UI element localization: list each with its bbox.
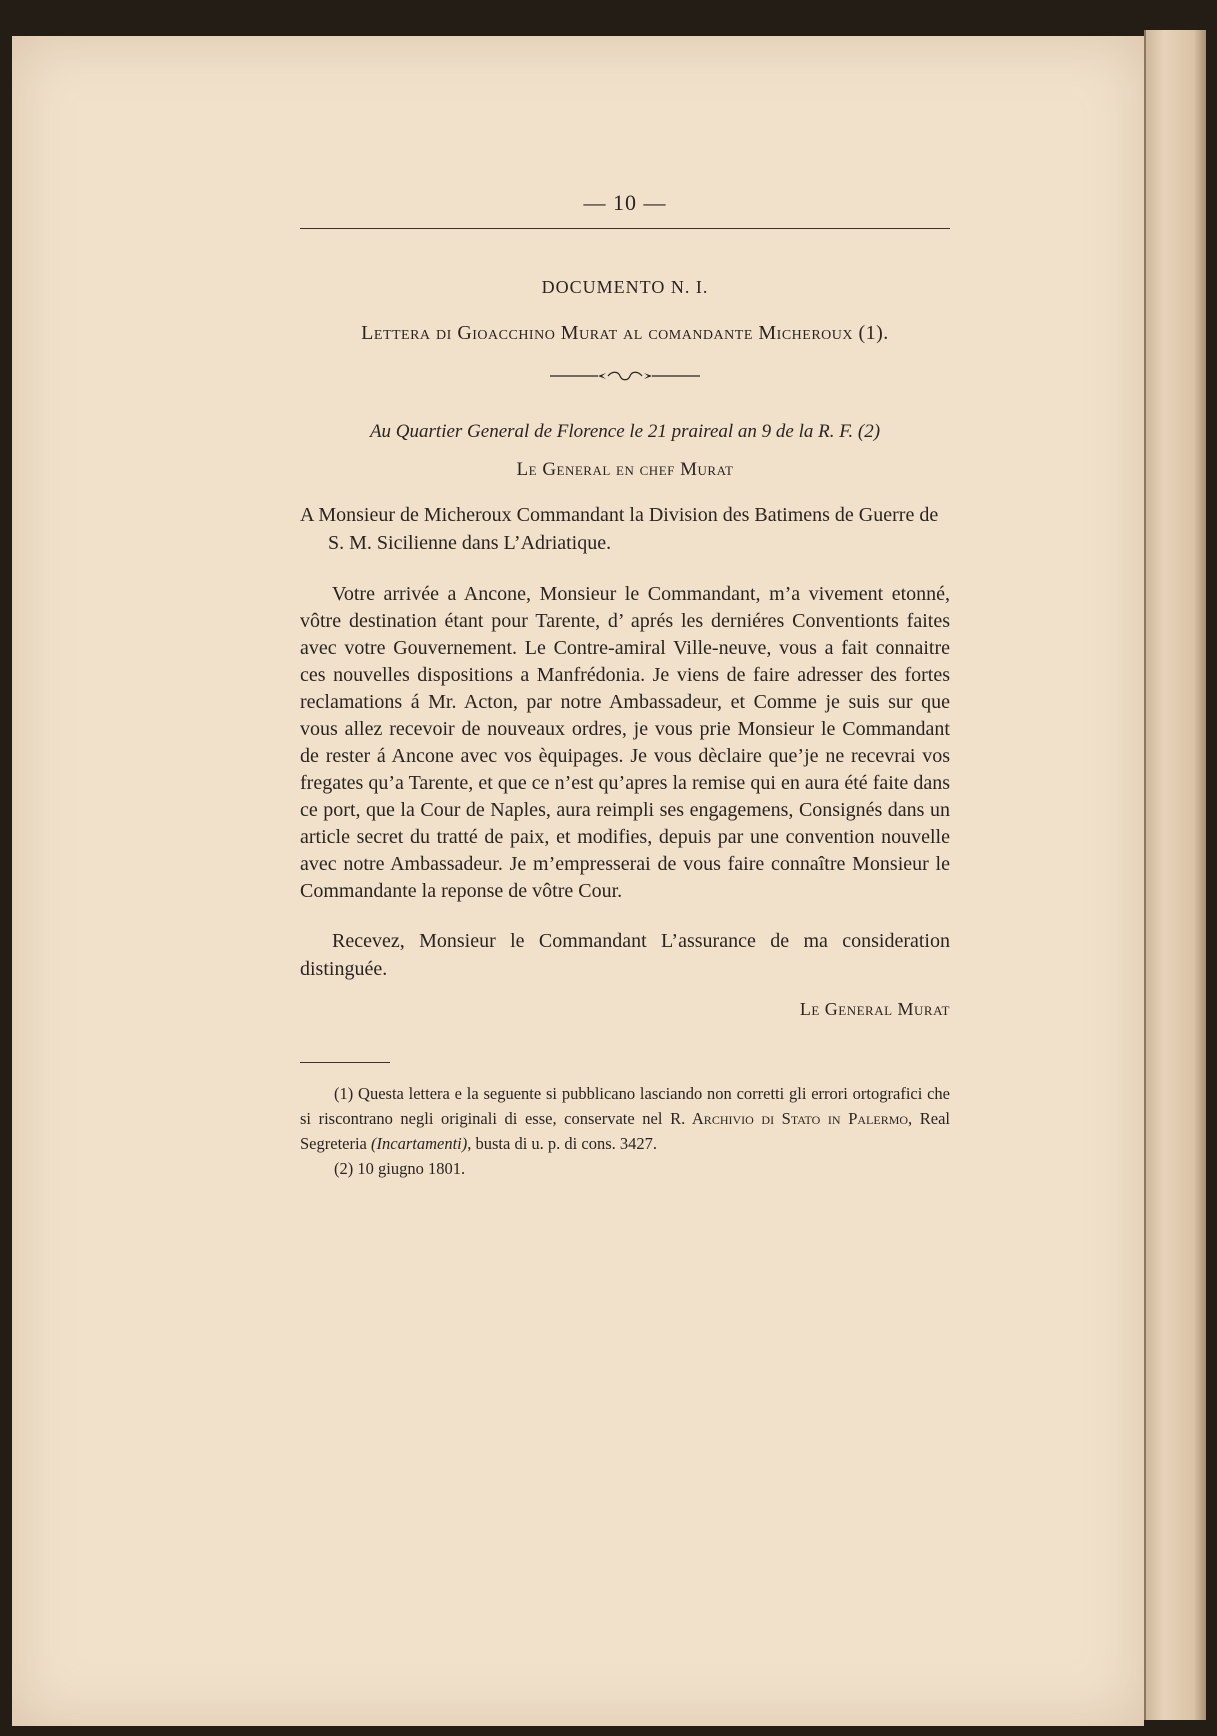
letter-signature: Le General Murat — [799, 999, 950, 1019]
footnote-1-text-3: , busta di u. p. di cons. 3427. — [467, 1134, 657, 1153]
letter-dateline: Au Quartier General de Florence le 21 praireal an 9 de la R. F. (2) — [369, 421, 881, 442]
letter-body: Votre arrivée a Ancone, Monsieur le Commandant, m’a vivement etonné, vôtre destination étant pour Tarente, d’ aprés les derniéres Conventionts faites avec votre Gouvernement. Le Contre-amiral Ville-neuve, vous a fait connaitre ces nouvelles dispositions a Manfrédonia. Je viens de faire adresser des fortes reclamations á Mr. Acton, par notre Ambassadeur, et Comme je suis sur que vous allez recevoir de nouveaux ordres, je vous prie Monsieur le Commandant de rester á Ancone avec vos èquipages. Je vous dèclaire que’je ne recevrai vos fregates qu’a Tarente, et que ce n’est qu’apres la remise qui en aura été faite dans ce port, que la Cour de Naples, aura reimpli ses engagemens, Consignés dans un article secret du tratté de paix, et modifies, depuis par une convention nouvelle avec notre Ambassadeur. Je m’empresserai de vous faire connaître Monsieur le Commandante la reponse de vôtre Cour. — [300, 583, 950, 902]
header-rule — [300, 228, 950, 229]
footnote-1 — [300, 1081, 950, 1156]
page-content — [300, 190, 950, 1181]
footnote-1-text-2: , Real Segreteria — [300, 1109, 950, 1153]
footnote-rule — [300, 1062, 390, 1063]
letter-sender: Le General en chef Murat — [516, 459, 734, 480]
footnote-1-text: (1) Questa lettera e la seguente si pubblicano lasciando non corretti gli errori ortografici che si riscontrano negli originali di esse, conservate nel — [300, 1084, 950, 1128]
footnotes — [300, 1081, 950, 1181]
letter-address: A Monsieur de Micheroux Commandant la Division des Batimens de Guerre de S. M. Sicilienne dans L’Adriatique. — [300, 504, 939, 554]
page-number: — 10 — — [583, 190, 667, 215]
footnote-1-archive: R. Archivio di Stato in Palermo — [670, 1109, 909, 1128]
flourish-ornament-icon — [550, 369, 700, 383]
adjacent-page-edge — [1144, 30, 1206, 1720]
letter-closing: Recevez, Monsieur le Commandant L’assurance de ma consideration distinguée. — [300, 930, 950, 980]
footnote-2: (2) 10 giugno 1801. — [334, 1159, 466, 1178]
footnote-1-italic: (Incartamenti) — [371, 1134, 468, 1153]
document-title: DOCUMENTO N. I. — [541, 277, 709, 297]
document-subtitle: Lettera di Gioacchino Murat al comandante Micheroux (1). — [361, 322, 889, 344]
